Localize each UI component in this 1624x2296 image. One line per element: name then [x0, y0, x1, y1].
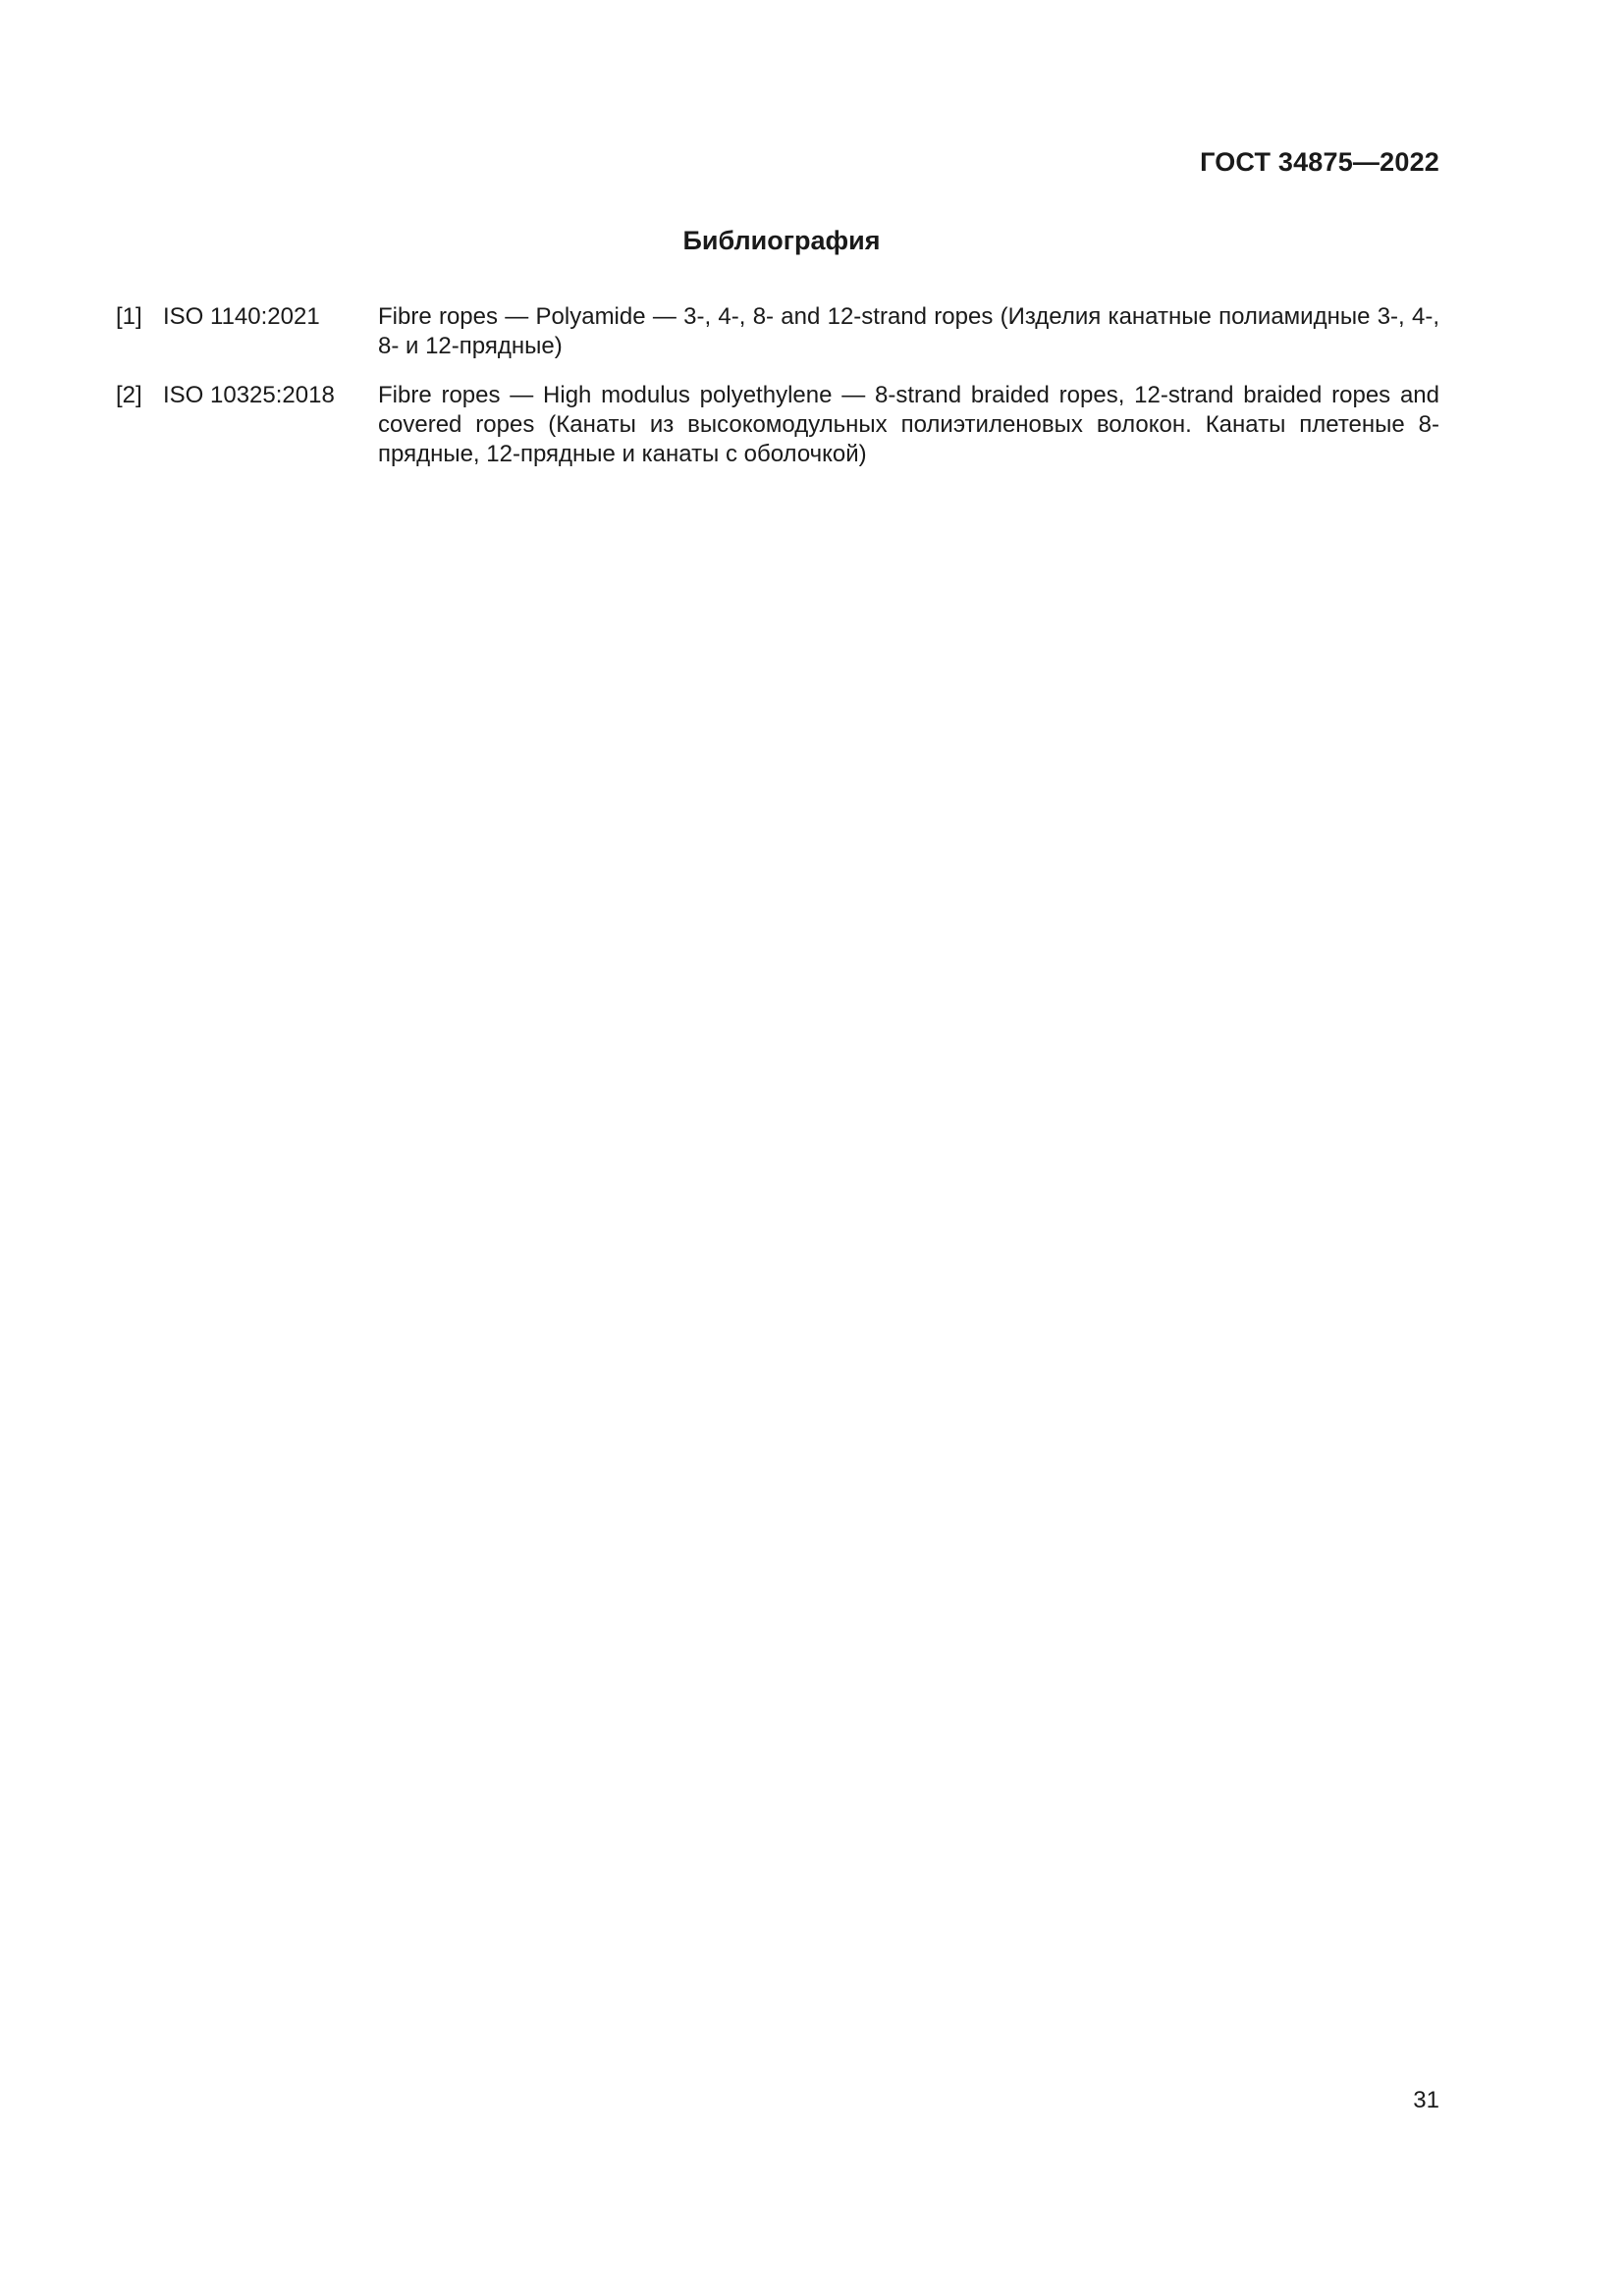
page-number: 31	[1413, 2087, 1439, 2113]
entry-number: [1]	[116, 303, 142, 330]
document-id: ГОСТ 34875—2022	[1200, 147, 1439, 177]
entry-title: Fibre ropes — Polyamide — 3-, 4-, 8- and 12-strand ropes (Изделия канатные полиамидные 3-, 4-, 8- и 12-прядные)	[378, 303, 1439, 359]
entry-number: [2]	[116, 382, 142, 408]
entry-standard-code: ISO 10325:2018	[163, 382, 335, 408]
bibliography-entry	[116, 381, 1439, 469]
section-title: Библиография	[682, 226, 881, 255]
bibliography-entry	[116, 302, 1439, 361]
entry-standard-code: ISO 1140:2021	[163, 303, 320, 330]
bibliography-list	[116, 302, 1439, 489]
entry-title: Fibre ropes — High modulus polyethylene — 8-strand braided ropes, 12-strand braided ropes and covered ropes (Канаты из высокомодульных полиэтиленовых волокон. Канаты плетеные 8-прядные, 12-прядные и канаты с оболочкой)	[378, 382, 1439, 467]
